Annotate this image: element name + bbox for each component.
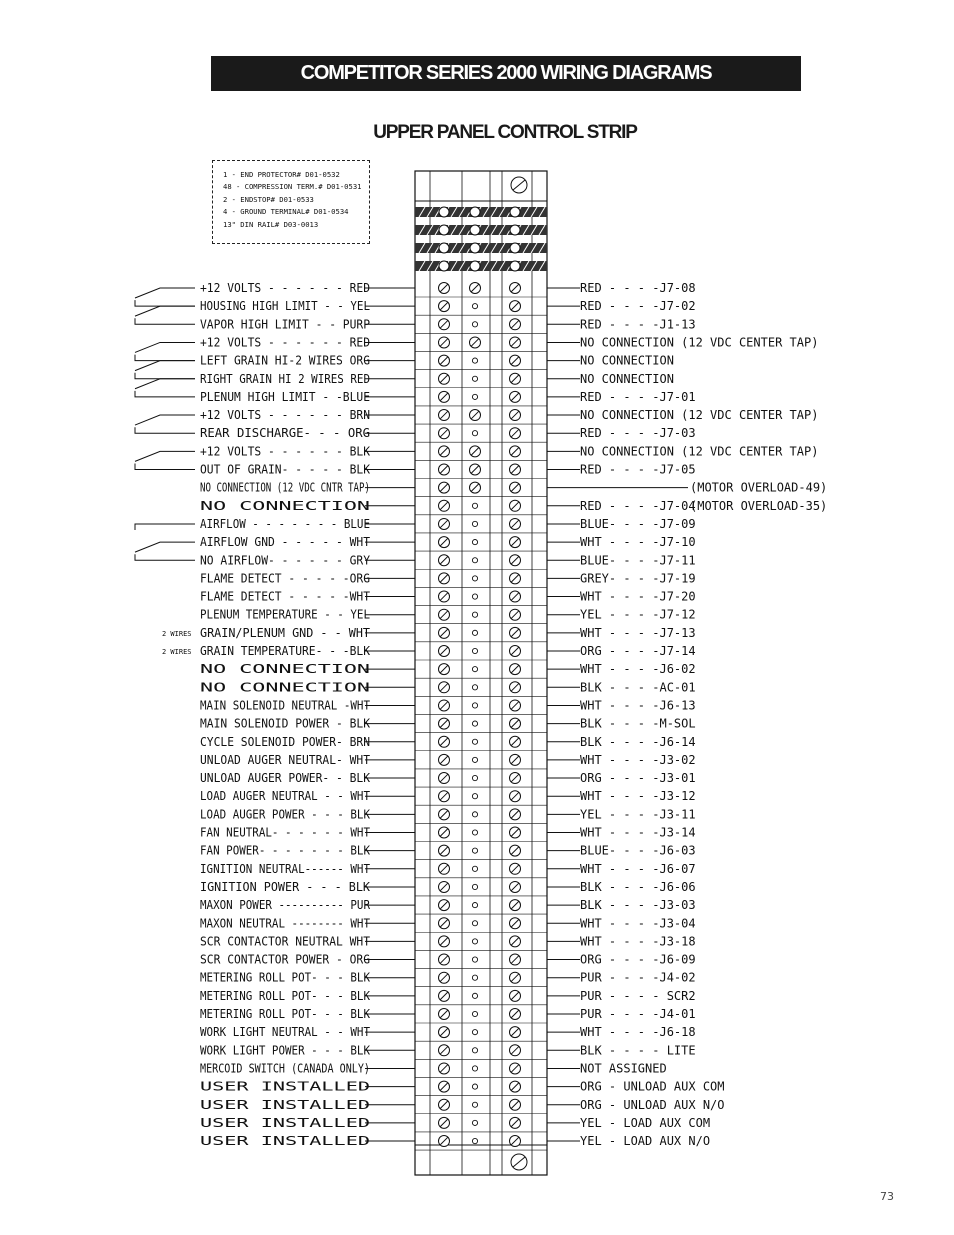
- ground-terminal-bar: [415, 207, 547, 217]
- test-point-icon: [472, 939, 477, 944]
- left-terminal-label: RIGHT GRAIN HI 2 WIRES RED: [200, 371, 370, 386]
- left-terminal-label: NO CONNECTION (12 VDC CNTR TAP): [200, 480, 370, 495]
- test-point-icon: [472, 1138, 477, 1143]
- test-point-icon: [472, 921, 477, 926]
- test-point-icon: [472, 1102, 477, 1107]
- test-point-icon: [472, 739, 477, 744]
- left-terminal-label: +12 VOLTS - - - - - - BRN: [200, 408, 370, 423]
- left-terminal-label: CYCLE SOLENOID POWER- BRN: [200, 734, 370, 749]
- switch-contact-line: [135, 288, 195, 298]
- switch-contact-line: [135, 391, 195, 397]
- test-point-icon: [472, 957, 477, 962]
- test-point-icon: [472, 521, 477, 526]
- right-terminal-label: RED - - - -J7-02: [580, 299, 696, 314]
- left-terminal-label: MAXON NEUTRAL -------- WHT: [200, 916, 370, 931]
- right-terminal-label: BLK - - - -M-SOL: [580, 716, 696, 731]
- ground-terminal-screw-icon: [439, 261, 449, 271]
- right-terminal-label: ORG - UNLOAD AUX N/O: [580, 1097, 725, 1112]
- test-point-icon: [472, 1084, 477, 1089]
- switch-contact-line: [135, 355, 195, 361]
- right-terminal-label: BLUE- - - -J7-11: [580, 553, 696, 568]
- left-terminal-label: METERING ROLL POT- - - BLK: [200, 970, 371, 985]
- left-terminal-label: OUT OF GRAIN- - - - - BLK: [200, 462, 371, 477]
- right-terminal-label: RED - - - -J7-04: [580, 498, 696, 513]
- left-terminal-label: FLAME DETECT - - - - -ORG: [200, 571, 370, 586]
- switch-contact-line: [135, 379, 195, 389]
- left-terminal-label: GRAIN TEMPERATURE- - -BLK: [200, 644, 371, 658]
- left-terminal-label: MAXON POWER ---------- PUR: [200, 898, 371, 913]
- test-point-icon: [472, 721, 477, 726]
- right-terminal-label: WHT - - - -J6-18: [580, 1025, 696, 1040]
- left-terminal-label: +12 VOLTS - - - - - - BLK: [200, 444, 371, 459]
- test-point-icon: [472, 794, 477, 799]
- left-terminal-label: METERING ROLL POT- - - BLK: [200, 1007, 371, 1021]
- left-terminal-label: LOAD AUGER POWER - - - BLK: [200, 807, 371, 822]
- test-point-icon: [472, 1011, 477, 1016]
- left-terminal-label: +12 VOLTS - - - - - - RED: [200, 281, 370, 295]
- ground-terminal-bar: [415, 243, 547, 253]
- test-point-icon: [472, 884, 477, 889]
- right-terminal-label: ORG - - - -J3-01: [580, 771, 696, 786]
- legend-item: 13" DIN RAIL# D03-0013: [223, 219, 319, 229]
- left-terminal-label: VAPOR HIGH LIMIT - - PURP: [200, 317, 370, 332]
- switch-contact-line: [135, 415, 195, 425]
- test-point-icon: [472, 322, 477, 327]
- switch-contact-line: [135, 318, 195, 324]
- switch-contact-line: [135, 554, 195, 560]
- test-point-icon: [472, 576, 477, 581]
- left-terminal-label: NO AIRFLOW- - - - - - GRY: [200, 553, 371, 568]
- test-point-icon: [472, 667, 477, 672]
- left-terminal-label: USER INSTALLED: [200, 1115, 370, 1130]
- ground-terminal-bar: [415, 225, 547, 235]
- test-point-icon: [472, 612, 477, 617]
- terminal-strip-outline: [415, 171, 547, 1175]
- page-title: COMPETITOR SERIES 2000 WIRING DIAGRAMS: [211, 56, 801, 91]
- right-terminal-label: YEL - LOAD AUX COM: [580, 1115, 711, 1130]
- left-terminal-label: USER INSTALLED: [200, 1079, 370, 1094]
- two-wires-note: 2 WIRES: [162, 648, 192, 656]
- right-terminal-label: WHT - - - -J6-07: [580, 861, 696, 876]
- test-point-icon: [472, 431, 477, 436]
- right-terminal-label: WHT - - - -J6-02: [580, 662, 696, 677]
- test-point-icon: [472, 775, 477, 780]
- left-terminal-label: NO CONNECTION: [200, 498, 370, 513]
- legend-item: 48 - COMPRESSION TERM.# D01-0531: [223, 182, 362, 192]
- motor-overload-label: (MOTOR OVERLOAD-35): [690, 498, 828, 513]
- left-terminal-label: MAIN SOLENOID POWER - BLK: [200, 716, 371, 731]
- left-terminal-label: USER INSTALLED: [200, 1097, 370, 1112]
- left-terminal-label: IGNITION NEUTRAL------ WHT: [200, 861, 370, 876]
- right-terminal-label: WHT - - - -J6-13: [580, 698, 696, 713]
- right-terminal-label: GREY- - - -J7-19: [580, 571, 696, 586]
- test-point-icon: [472, 975, 477, 980]
- two-wires-note: 2 WIRES: [162, 629, 192, 638]
- right-terminal-label: ORG - - - -J7-14: [580, 644, 696, 658]
- ground-terminal-screw-icon: [470, 243, 480, 253]
- right-terminal-label: NO CONNECTION: [580, 371, 674, 386]
- left-terminal-label: FAN NEUTRAL- - - - - - WHT: [200, 825, 370, 840]
- switch-contact-line: [135, 300, 195, 306]
- right-terminal-label: WHT - - - -J7-10: [580, 535, 696, 550]
- left-terminal-label: FAN POWER- - - - - - - BLK: [200, 843, 371, 858]
- test-point-icon: [472, 648, 477, 653]
- left-terminal-label: WORK LIGHT POWER - - - BLK: [200, 1043, 371, 1058]
- right-terminal-label: WHT - - - -J7-20: [580, 589, 696, 604]
- right-terminal-label: RED - - - -J7-01: [580, 389, 696, 404]
- test-point-icon: [472, 993, 477, 998]
- switch-contact-line: [135, 342, 195, 352]
- left-terminal-label: PLENUM HIGH LIMIT - -BLUE: [200, 389, 370, 404]
- ground-terminal-screw-icon: [470, 225, 480, 235]
- right-terminal-label: NO CONNECTION: [580, 353, 674, 368]
- left-terminal-label: IGNITION POWER - - - BLK: [200, 879, 371, 894]
- motor-overload-label: (MOTOR OVERLOAD-49): [690, 480, 828, 495]
- test-point-icon: [472, 540, 477, 545]
- right-terminal-label: WHT - - - -J3-02: [580, 752, 696, 767]
- left-terminal-label: METERING ROLL POT- - - BLK: [200, 988, 371, 1003]
- ground-terminal-bar: [415, 261, 547, 271]
- test-point-icon: [472, 1120, 477, 1125]
- legend-item: 1 - END PROTECTOR# D01-0532: [223, 170, 340, 179]
- right-terminal-label: BLK - - - -J6-06: [580, 879, 696, 894]
- right-terminal-label: WHT - - - -J3-12: [580, 789, 696, 804]
- test-point-icon: [472, 1066, 477, 1071]
- right-terminal-label: YEL - - - -J3-11: [580, 807, 696, 822]
- right-terminal-label: NO CONNECTION (12 VDC CENTER TAP): [580, 444, 819, 459]
- switch-contact-line: [135, 542, 195, 552]
- right-terminal-label: ORG - UNLOAD AUX COM: [580, 1079, 725, 1094]
- left-terminal-label: MAIN SOLENOID NEUTRAL -WHT: [200, 698, 370, 713]
- right-terminal-label: BLK - - - -J6-14: [580, 734, 696, 749]
- ground-terminal-screw-icon: [470, 261, 480, 271]
- test-point-icon: [472, 394, 477, 399]
- test-point-icon: [472, 757, 477, 762]
- right-terminal-label: NOT ASSIGNED: [580, 1061, 667, 1076]
- test-point-icon: [472, 903, 477, 908]
- test-point-icon: [472, 703, 477, 708]
- left-terminal-label: NO CONNECTION: [200, 662, 370, 677]
- left-terminal-label: FLAME DETECT - - - - -WHT: [200, 589, 370, 604]
- ground-terminal-screw-icon: [510, 261, 520, 271]
- ground-terminal-screw-icon: [439, 225, 449, 235]
- left-terminal-label: UNLOAD AUGER NEUTRAL- WHT: [200, 752, 370, 767]
- switch-contact-line: [135, 451, 195, 461]
- test-point-icon: [472, 830, 477, 835]
- right-terminal-label: RED - - - -J7-05: [580, 462, 696, 477]
- switch-contact-line: [135, 373, 195, 379]
- legend-item: 4 - GROUND TERMINAL# D01-0534: [223, 207, 349, 217]
- right-terminal-label: WHT - - - -J3-14: [580, 825, 696, 840]
- ground-terminal-screw-icon: [510, 225, 520, 235]
- test-point-icon: [472, 812, 477, 817]
- test-point-icon: [472, 376, 477, 381]
- switch-contact-line: [135, 306, 195, 316]
- left-terminal-label: SCR CONTACTOR NEUTRAL WHT: [200, 934, 370, 949]
- right-terminal-label: ORG - - - -J6-09: [580, 952, 696, 967]
- left-terminal-label: AIRFLOW GND - - - - - WHT: [200, 535, 370, 550]
- left-terminal-label: HOUSING HIGH LIMIT - - YEL: [200, 299, 370, 314]
- right-terminal-label: PUR - - - -J4-02: [580, 970, 696, 985]
- right-terminal-label: PUR - - - - SCR2: [580, 988, 696, 1003]
- right-terminal-label: WHT - - - -J3-18: [580, 934, 696, 949]
- test-point-icon: [472, 848, 477, 853]
- left-terminal-label: NO CONNECTION: [200, 680, 370, 695]
- right-terminal-label: YEL - - - -J7-12: [580, 607, 696, 622]
- right-terminal-label: WHT - - - -J3-04: [580, 916, 696, 931]
- switch-contact-line: [135, 464, 195, 470]
- end-stop-screw-slot: [513, 1157, 525, 1167]
- switch-contact-line: [135, 524, 195, 530]
- ground-terminal-screw-icon: [439, 243, 449, 253]
- right-terminal-label: BLUE- - - -J7-09: [580, 516, 696, 531]
- left-terminal-label: AIRFLOW - - - - - - - BLUE: [200, 516, 370, 531]
- test-point-icon: [472, 1048, 477, 1053]
- test-point-icon: [472, 358, 477, 363]
- right-terminal-label: WHT - - - -J7-13: [580, 625, 696, 640]
- test-point-icon: [472, 630, 477, 635]
- switch-contact-line: [135, 427, 195, 433]
- left-terminal-label: +12 VOLTS - - - - - - RED: [200, 335, 370, 350]
- left-terminal-label: REAR DISCHARGE- - - ORG: [200, 426, 370, 441]
- left-terminal-label: USER INSTALLED: [200, 1134, 370, 1149]
- end-stop-screw-slot: [513, 180, 525, 190]
- left-terminal-label: LOAD AUGER NEUTRAL - - WHT: [200, 789, 370, 804]
- left-terminal-label: GRAIN/PLENUM GND - - WHT: [200, 625, 370, 640]
- right-terminal-label: PUR - - - -J4-01: [580, 1007, 696, 1021]
- switch-contact-line: [135, 361, 195, 371]
- right-terminal-label: RED - - - -J7-03: [580, 426, 696, 441]
- ground-terminal-screw-icon: [510, 243, 520, 253]
- ground-terminal-screw-icon: [510, 207, 520, 217]
- right-terminal-label: BLK - - - -AC-01: [580, 680, 696, 695]
- right-terminal-label: NO CONNECTION (12 VDC CENTER TAP): [580, 335, 819, 350]
- page-number: 73: [880, 1190, 894, 1203]
- right-terminal-label: RED - - - -J1-13: [580, 317, 696, 332]
- test-point-icon: [472, 866, 477, 871]
- legend-item: 2 - ENDSTOP# D01-0533: [223, 194, 314, 204]
- test-point-icon: [472, 558, 477, 563]
- right-terminal-label: NO CONNECTION (12 VDC CENTER TAP): [580, 408, 819, 423]
- left-terminal-label: SCR CONTACTOR POWER - ORG: [200, 952, 370, 967]
- diagram-subtitle: UPPER PANEL CONTROL STRIP: [373, 122, 637, 143]
- left-terminal-label: PLENUM TEMPERATURE - - YEL: [200, 607, 370, 622]
- test-point-icon: [472, 685, 477, 690]
- right-terminal-label: YEL - LOAD AUX N/O: [580, 1134, 711, 1149]
- test-point-icon: [472, 304, 477, 309]
- left-terminal-label: UNLOAD AUGER POWER- - BLK: [200, 771, 371, 786]
- right-terminal-label: BLK - - - -J3-03: [580, 898, 696, 913]
- right-terminal-label: BLK - - - - LITE: [580, 1043, 696, 1058]
- test-point-icon: [472, 503, 477, 508]
- left-terminal-label: MERCOID SWITCH (CANADA ONLY): [200, 1061, 370, 1076]
- test-point-icon: [472, 594, 477, 599]
- test-point-icon: [472, 1030, 477, 1035]
- ground-terminal-screw-icon: [470, 207, 480, 217]
- left-terminal-label: LEFT GRAIN HI-2 WIRES ORG: [200, 353, 370, 368]
- right-terminal-label: RED - - - -J7-08: [580, 281, 696, 295]
- right-terminal-label: BLUE- - - -J6-03: [580, 843, 696, 858]
- ground-terminal-screw-icon: [439, 207, 449, 217]
- left-terminal-label: WORK LIGHT NEUTRAL - - WHT: [200, 1025, 370, 1040]
